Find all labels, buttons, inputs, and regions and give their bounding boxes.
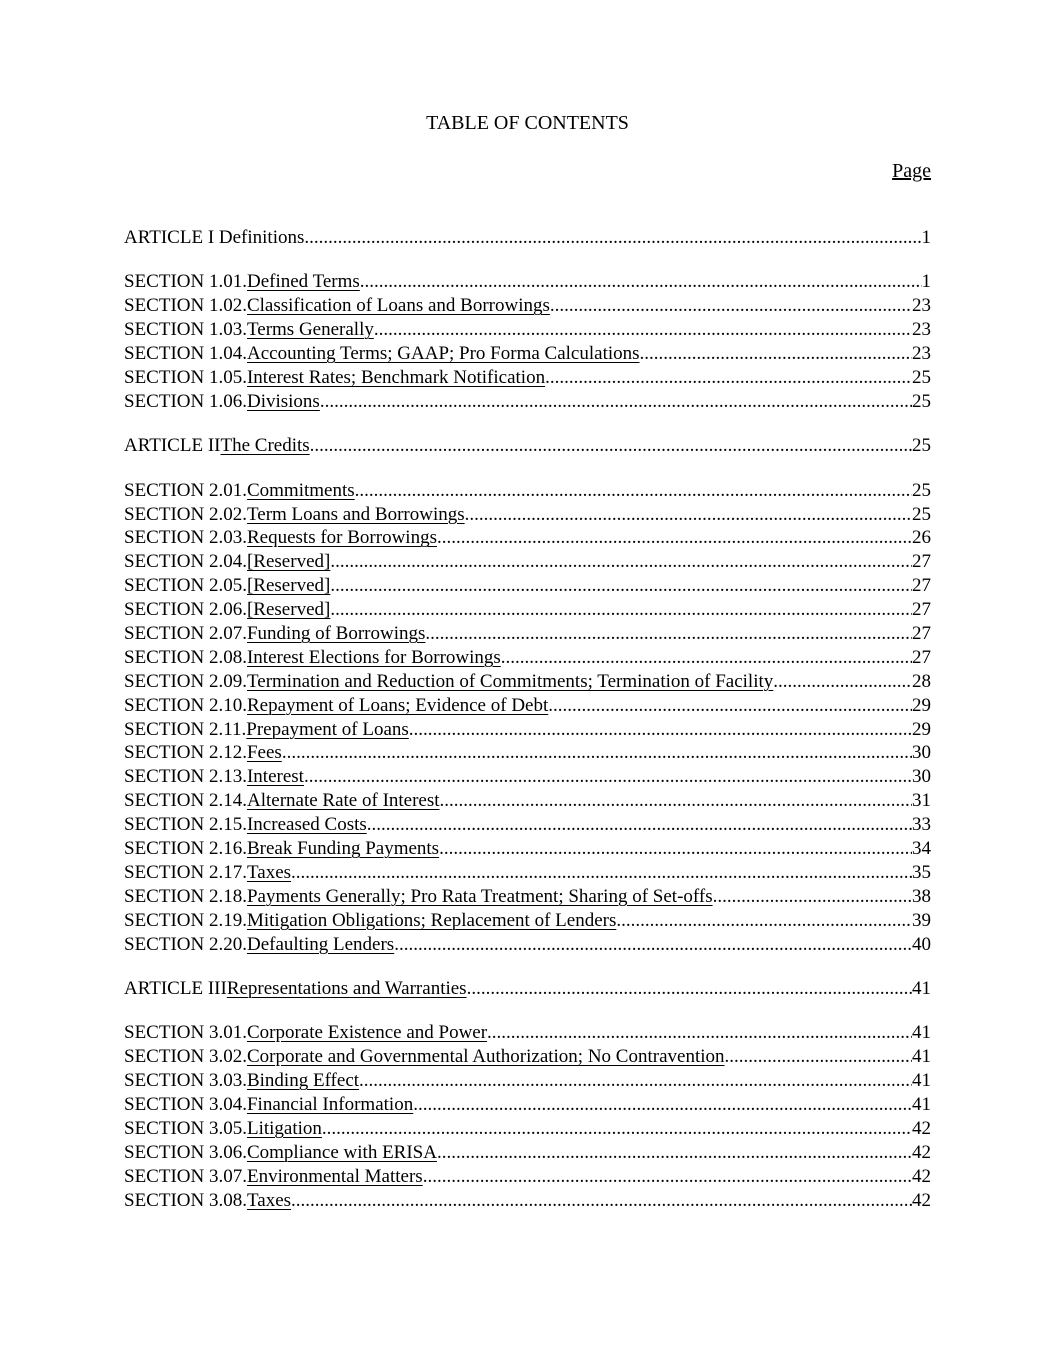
toc-article-entry[interactable] [124,226,931,250]
toc-dot-leader [355,479,912,503]
toc-section-entry[interactable] [124,390,931,414]
toc-dot-leader [550,294,912,318]
toc-entry-title-link[interactable]: Fees [246,742,282,764]
toc-page-number: 31 [912,790,931,812]
toc-entry-number: SECTION 2.10. [124,694,247,716]
toc-dot-leader [423,1165,912,1189]
toc-entry-number: SECTION 1.02. [124,295,247,317]
toc-page-number: 42 [912,1165,931,1187]
toc-dot-leader [640,342,912,366]
toc-entry-number: SECTION 2.07. [124,622,247,644]
toc-article-entry[interactable] [124,434,931,458]
toc-entry-title-link[interactable]: [Reserved] [246,599,331,621]
toc-dot-leader [330,598,912,622]
toc-dot-leader [367,813,912,837]
toc-page-number: 38 [912,885,931,907]
toc-dot-leader [374,318,912,342]
toc-dot-leader [282,741,912,765]
toc-dot-leader [501,646,912,670]
toc-entry-number: SECTION 2.20. [124,933,247,955]
toc-entry-number: SECTION 2.16. [124,837,247,859]
page-column-heading: Page [892,160,931,182]
toc-entry-title-link[interactable]: Interest Elections for Borrowings [246,646,501,668]
toc-entry-title-link[interactable]: Interest Rates; Benchmark Notification [246,366,546,388]
toc-entry-title-link[interactable]: Compliance with ERISA [246,1141,437,1163]
toc-dot-leader [467,977,912,1001]
toc-section-entry[interactable] [124,909,931,933]
toc-entry-number: ARTICLE III [124,977,227,999]
toc-dot-leader [425,622,912,646]
toc-page-number: 25 [912,479,931,501]
toc-article-entry[interactable] [124,977,931,1001]
toc-entry-title-link[interactable]: Funding of Borrowings [246,622,426,644]
toc-entry-number: SECTION 2.08. [124,646,247,668]
toc-dot-leader [310,434,912,458]
toc-page-number: 27 [912,646,931,668]
toc-entry-number: SECTION 3.05. [124,1117,247,1139]
toc-entry-number: SECTION 2.17. [124,861,247,883]
toc-dot-leader [409,718,912,742]
toc-entry-number: SECTION 2.11. [124,718,247,740]
toc-section-entry[interactable] [124,318,931,342]
toc-entry-title-link[interactable]: [Reserved] [246,575,331,597]
toc-entry-number: SECTION 3.03. [124,1070,247,1092]
toc-page-number: 34 [912,837,931,859]
toc-page-number: 35 [912,861,931,883]
toc-entry-number: SECTION 3.07. [124,1165,247,1187]
toc-entry-number: SECTION 2.03. [124,527,247,549]
toc-section-entry[interactable] [124,861,931,885]
toc-page-number: 1 [921,271,931,293]
toc-section-entry[interactable] [124,598,931,622]
toc-entry-number: SECTION 1.05. [124,366,247,388]
toc-section-entry[interactable] [124,813,931,837]
toc-page-number: 23 [912,343,931,365]
toc-entry-number: SECTION 2.15. [124,814,247,836]
toc-section-entry[interactable] [124,837,931,861]
toc-entry-number: SECTION 3.08. [124,1189,247,1211]
toc-dot-leader [304,765,912,789]
toc-entry-title-link[interactable]: Repayment of Loans; Evidence of Debt [246,694,549,716]
toc-section-entry[interactable] [124,342,931,366]
toc-entry-title-link[interactable]: Interest [246,766,304,788]
toc-entry-title-link[interactable]: Financial Information [246,1094,414,1115]
toc-dot-leader [330,550,912,574]
toc-entry-number: SECTION 3.02. [124,1046,247,1068]
toc-dot-leader [291,861,912,885]
toc-dot-leader [322,1117,912,1141]
toc-entry-title-link[interactable]: Taxes [246,861,292,883]
toc-entry-title-link[interactable]: Increased Costs [246,814,367,836]
toc-entry-title-link[interactable]: Corporate Existence and Power [246,1022,488,1044]
toc-section-entry[interactable] [124,1117,931,1141]
toc-page-number: 27 [912,622,931,644]
toc-page-number: 25 [912,435,931,457]
toc-dot-leader [437,526,912,550]
toc-dot-leader [359,1069,912,1093]
toc-entry-title-link[interactable]: Break Funding Payments [246,837,440,859]
toc-section-entry[interactable] [124,885,931,909]
toc-entry-title-link[interactable]: The Credits [220,435,310,457]
toc-page-number: 26 [912,527,931,549]
toc-section-entry[interactable] [124,670,931,694]
toc-entry-number: SECTION 2.12. [124,742,247,764]
toc-entry-title-link[interactable]: Payments Generally; Pro Rata Treatment; Sharing of Set-offs [246,885,713,907]
toc-entry-number: SECTION 2.01. [124,479,247,501]
toc-page-number: 27 [912,575,931,597]
toc-entry-number: SECTION 3.04. [124,1094,247,1115]
toc-section-entry[interactable] [124,294,931,318]
toc-section-entry[interactable] [124,550,931,574]
toc-entry-title-link[interactable]: [Reserved] [246,551,331,573]
toc-entry-title-link[interactable]: Environmental Matters [246,1165,423,1187]
toc-entry-number: ARTICLE I Definitions [124,227,305,248]
toc-section-entry[interactable] [124,366,931,390]
toc-entry-number: SECTION 1.01. [124,271,247,293]
toc-dot-leader [465,503,912,527]
toc-entry-title-link[interactable]: Terms Generally [246,319,374,341]
toc-section-entry[interactable] [124,694,931,718]
toc-entry-number: ARTICLE II [124,435,221,457]
toc-section-entry[interactable] [124,741,931,765]
toc-entry-title-link[interactable]: Classification of Loans and Borrowings [246,295,550,317]
toc-dot-leader [304,226,921,250]
toc-entry-title-link[interactable]: Alternate Rate of Interest [246,790,440,812]
toc-page-number: 42 [912,1141,931,1163]
toc-section-entry[interactable] [124,1069,931,1093]
toc-entry-number: SECTION 2.06. [124,599,247,621]
toc-entry-title-link[interactable]: Mitigation Obligations; Replacement of Lenders [246,909,617,931]
toc-entry-title-link[interactable]: Requests for Borrowings [246,527,437,549]
toc-entry-title-link[interactable]: Binding Effect [246,1070,360,1092]
toc-page-number: 28 [912,670,931,692]
toc-page-number: 42 [912,1189,931,1211]
toc-page-number: 41 [912,977,931,999]
toc-section-entry[interactable] [124,789,931,813]
toc-entry-title-link[interactable]: Defaulting Lenders [246,933,395,955]
toc-entry-number: SECTION 2.18. [124,885,247,907]
toc-page-number: 39 [912,909,931,931]
toc-title: TABLE OF CONTENTS [426,112,629,134]
toc-entry-number: SECTION 2.19. [124,909,247,931]
toc-section-entry[interactable] [124,765,931,789]
toc-page-number: 42 [912,1117,931,1139]
toc-section-entry[interactable] [124,933,931,957]
toc-entry-title-link[interactable]: Termination and Reduction of Commitments; Termination of Facility [246,670,774,692]
toc-page-number: 41 [912,1094,931,1115]
toc-section-entry[interactable] [124,503,931,527]
toc-section-entry[interactable] [124,1021,931,1045]
toc-dot-leader [773,670,912,694]
toc-dot-leader [725,1045,912,1069]
toc-dot-leader [487,1021,912,1045]
toc-dot-leader [616,909,912,933]
toc-entry-number: SECTION 2.04. [124,551,247,573]
toc-entry-title-link[interactable]: Term Loans and Borrowings [246,503,465,525]
toc-page-number: 29 [912,694,931,716]
toc-page-number: 1 [921,227,931,248]
toc-entry-number: SECTION 3.01. [124,1022,247,1044]
toc-page-number: 27 [912,599,931,621]
toc-page-number: 23 [912,295,931,317]
toc-page-number: 33 [912,814,931,836]
toc-entry-number: SECTION 1.03. [124,319,247,341]
toc-entry-number: SECTION 2.13. [124,766,247,788]
toc-page-number: 41 [912,1070,931,1092]
toc-section-entry[interactable] [124,479,931,503]
toc-page-number: 25 [912,366,931,388]
toc-entry-title-link[interactable]: Representations and Warranties [226,977,467,999]
toc-entry-title-link[interactable]: Litigation [246,1117,322,1139]
toc-entry-title-link[interactable]: Prepayment of Loans [246,718,409,740]
toc-entry-number: SECTION 2.09. [124,670,247,692]
toc-dot-leader [437,1141,912,1165]
toc-page-number: 41 [912,1022,931,1044]
toc-dot-leader [439,837,912,861]
toc-section-entry[interactable] [124,718,931,742]
toc-dot-leader [330,574,912,598]
toc-page-number: 41 [912,1046,931,1068]
toc-section-entry[interactable] [124,646,931,670]
toc-entry-number: SECTION 2.02. [124,503,247,525]
toc-dot-leader [320,390,912,414]
toc-page-number: 30 [912,766,931,788]
toc-entry-number: SECTION 3.06. [124,1141,247,1163]
toc-entry-number: SECTION 1.04. [124,343,247,365]
toc-section-entry[interactable] [124,1045,931,1069]
toc-section-entry[interactable] [124,270,931,294]
toc-dot-leader [440,789,912,813]
toc-entry-title-link[interactable]: Taxes [246,1189,292,1211]
toc-page-number: 23 [912,319,931,341]
toc-dot-leader [291,1189,912,1213]
toc-dot-leader [413,1093,912,1117]
toc-dot-leader [360,270,922,294]
toc-entry-title-link[interactable]: Corporate and Governmental Authorization; No Contravention [246,1046,725,1068]
toc-section-entry[interactable] [124,1093,931,1117]
toc-section-entry[interactable] [124,1141,931,1165]
toc-section-entry[interactable] [124,574,931,598]
toc-entry-number: SECTION 1.06. [124,390,247,412]
toc-page-number: 27 [912,551,931,573]
toc-entry-number: SECTION 2.05. [124,575,247,597]
toc-page-number: 30 [912,742,931,764]
toc-list [124,226,931,1212]
toc-dot-leader [713,885,912,909]
toc-entry-title-link[interactable]: Defined Terms [246,271,360,293]
toc-dot-leader [394,933,912,957]
toc-dot-leader [545,366,912,390]
toc-page-number: 25 [912,390,931,412]
toc-section-entry[interactable] [124,1165,931,1189]
toc-entry-title-link[interactable]: Commitments [246,479,355,501]
toc-entry-title-link[interactable]: Divisions [246,390,320,412]
toc-section-entry[interactable] [124,1189,931,1213]
toc-page-number: 29 [912,718,931,740]
toc-dot-leader [548,694,912,718]
toc-entry-title-link[interactable]: Accounting Terms; GAAP; Pro Forma Calculations [246,343,640,365]
toc-entry-number: SECTION 2.14. [124,790,247,812]
toc-page-number: 40 [912,933,931,955]
toc-section-entry[interactable] [124,526,931,550]
toc-page-number: 25 [912,503,931,525]
toc-section-entry[interactable] [124,622,931,646]
